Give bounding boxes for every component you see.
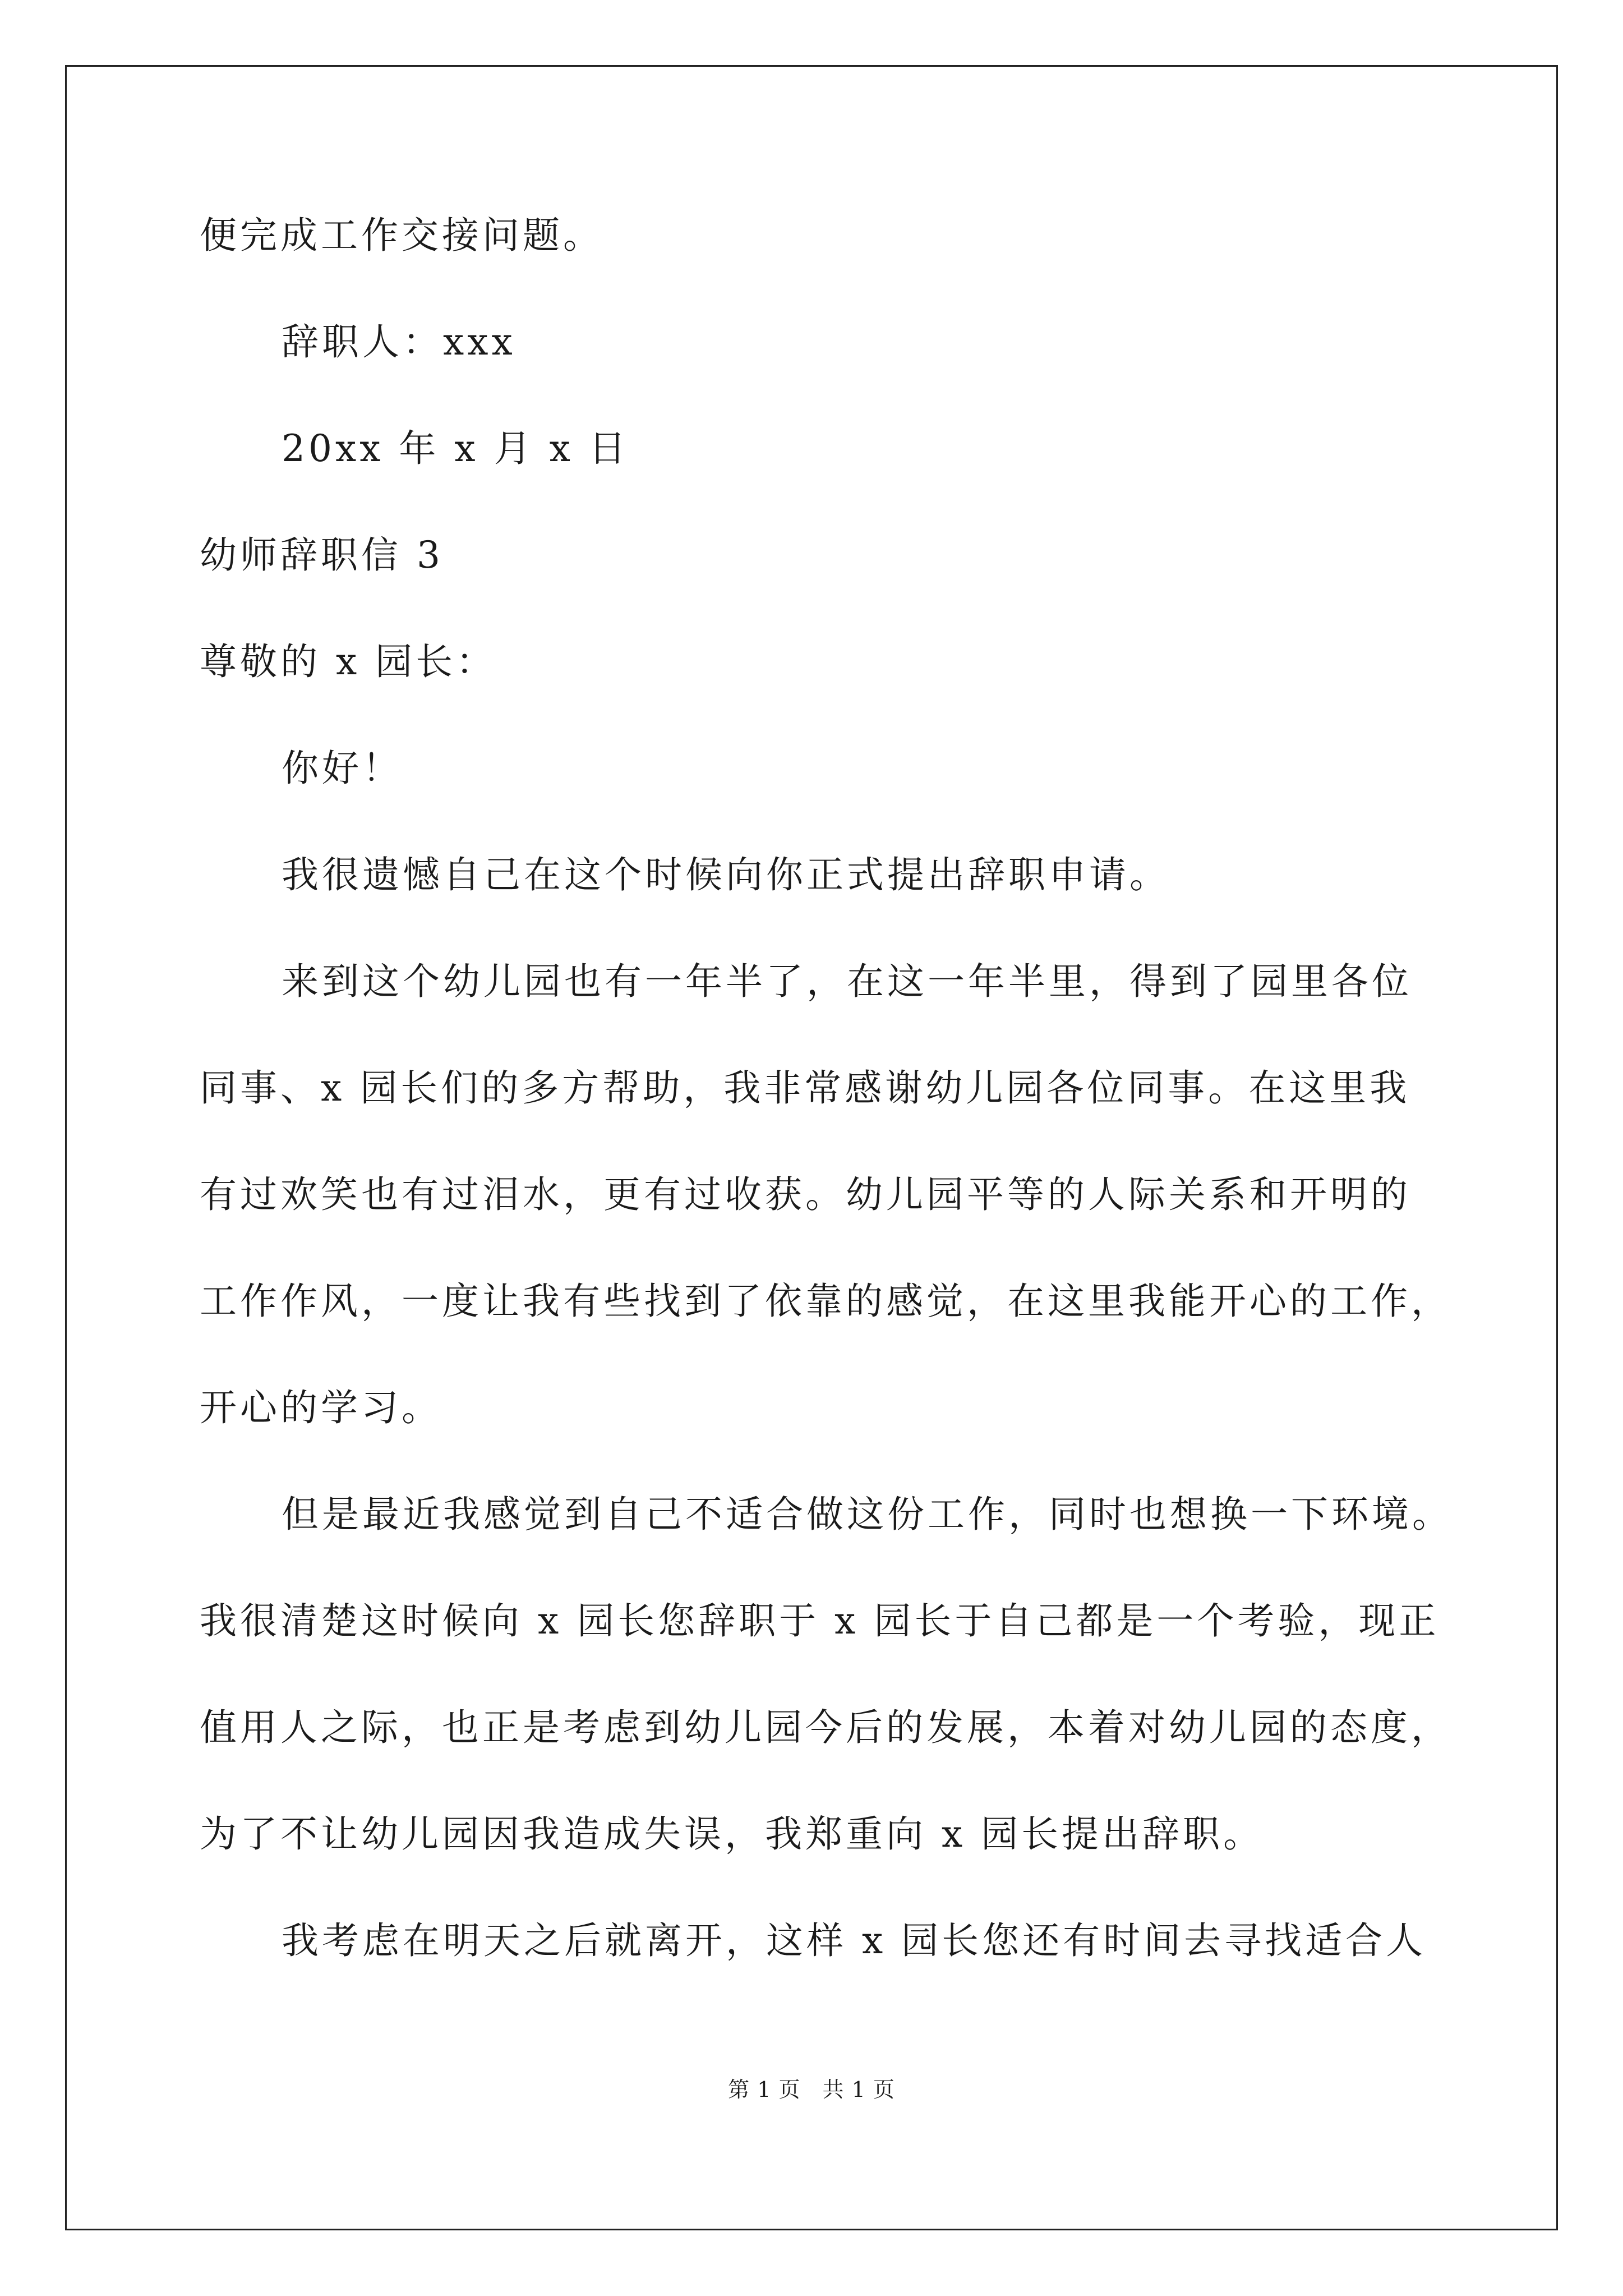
paragraph-line: 我很遗憾自己在这个时候向你正式提出辞职申请。 xyxy=(282,853,1170,896)
paragraph-line: 我考虑在明天之后就离开，这样 x 园长您还有时间去寻找适合人 xyxy=(282,1919,1427,1962)
paragraph-line: 有过欢笑也有过泪水，更有过收获。幼儿园平等的人际关系和开明的 xyxy=(200,1173,1411,1216)
date-line: 20xx 年 x 月 x 日 xyxy=(282,427,629,470)
section-title: 幼师辞职信 3 xyxy=(200,533,444,577)
signature-line: 辞职人：xxx xyxy=(282,320,516,364)
paragraph-line: 但是最近我感觉到自己不适合做这份工作，同时也想换一下环境。 xyxy=(282,1493,1453,1536)
page-number-footer: 第 1 页 共 1 页 xyxy=(728,2077,895,2102)
page-border xyxy=(65,65,1558,2230)
salutation: 尊敬的 x 园长： xyxy=(200,640,497,683)
paragraph-line: 值用人之际，也正是考虑到幼儿园今后的发展，本着对幼儿园的态度， xyxy=(200,1706,1451,1749)
text-line: 便完成工作交接问题。 xyxy=(200,214,603,257)
paragraph-line: 开心的学习。 xyxy=(200,1386,442,1429)
paragraph-line: 我很清楚这时候向 x 园长您辞职于 x 园长于自己都是一个考验，现正 xyxy=(200,1599,1440,1642)
paragraph-line: 工作作风，一度让我有些找到了依靠的感觉，在这里我能开心的工作， xyxy=(200,1280,1451,1323)
paragraph-line: 同事、x 园长们的多方帮助，我非常感谢幼儿园各位同事。在这里我 xyxy=(200,1066,1410,1110)
greeting: 你好！ xyxy=(282,747,403,790)
paragraph-line: 为了不让幼儿园因我造成失误，我郑重向 x 园长提出辞职。 xyxy=(200,1812,1264,1856)
paragraph-line: 来到这个幼儿园也有一年半了，在这一年半里，得到了园里各位 xyxy=(282,960,1412,1003)
